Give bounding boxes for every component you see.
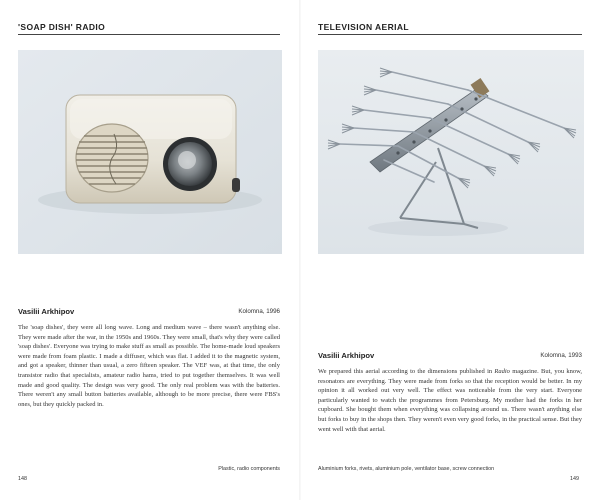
left-author-name: Vasilii Arkhipov — [18, 307, 75, 316]
right-body-text — [318, 367, 582, 434]
left-page-number: 148 — [18, 476, 27, 482]
left-page-heading: 'SOAP DISH' RADIO — [18, 22, 106, 32]
left-body-text: The 'soap dishes', they were all long wave. Long and medium wave – there wasn't anything else. They were made after the war, in the 1950s and 1960s. They were small, that's why they were called 'soap dishes'. Everyone was trying to make stuff as small as possible. The home-made loud speakers were made from foam plastic. I made a diffuser, which was flat. I added it to the magnetic system, and got a speaker, thinner than usual, a zero fifteen speaker. The VEF was, at that time, the only transistor radio that specialists, amateur radio hams, tried to put together themselves. It was well made and good quality. The design was very good. The only real problem was with the batteries. There weren't any small button batteries available, although to be more precise, there were FBS's ones, but they quickly packed in. — [18, 324, 280, 408]
right-body-text-start: We prepared this aerial according to the dimensions published in — [318, 368, 495, 375]
left-caption: Plastic, radio components — [218, 466, 280, 472]
right-heading-rule — [318, 34, 582, 35]
right-page — [300, 0, 600, 500]
right-page-heading: TELEVISION AERIAL — [318, 22, 410, 32]
right-place-year: Kolomna, 1993 — [540, 352, 582, 359]
left-heading-rule — [18, 34, 280, 35]
right-body-text-rest: magazine. But, you know, resonators are everything. They were made from forks so that the reception would be better. In my opinion it all worked out very well. The effect was noticeable from the very start. Everyone particularly wanted to watch the programmes from Petersburg. My mother had the forks in her cupboard. She bought them when everything was collapsing around us. There wasn't anything else but forks to buy in the shops then. They weren't even very good forks, in the practical sense. But they went well with that aerial. — [318, 368, 582, 433]
radio-illustration — [18, 50, 282, 254]
right-page-number: 149 — [570, 476, 579, 482]
right-caption: Aluminium forks, rivets, aluminium pole, ventilator base, screw connection — [318, 466, 495, 472]
soap-dish-radio-photo — [18, 50, 282, 254]
left-place-year: Kolomna, 1996 — [238, 308, 280, 315]
right-author-name: Vasilii Arkhipov — [318, 351, 375, 360]
television-aerial-photo — [318, 50, 584, 254]
aerial-illustration — [318, 50, 584, 254]
radio-magazine-title: Radio — [494, 368, 510, 375]
